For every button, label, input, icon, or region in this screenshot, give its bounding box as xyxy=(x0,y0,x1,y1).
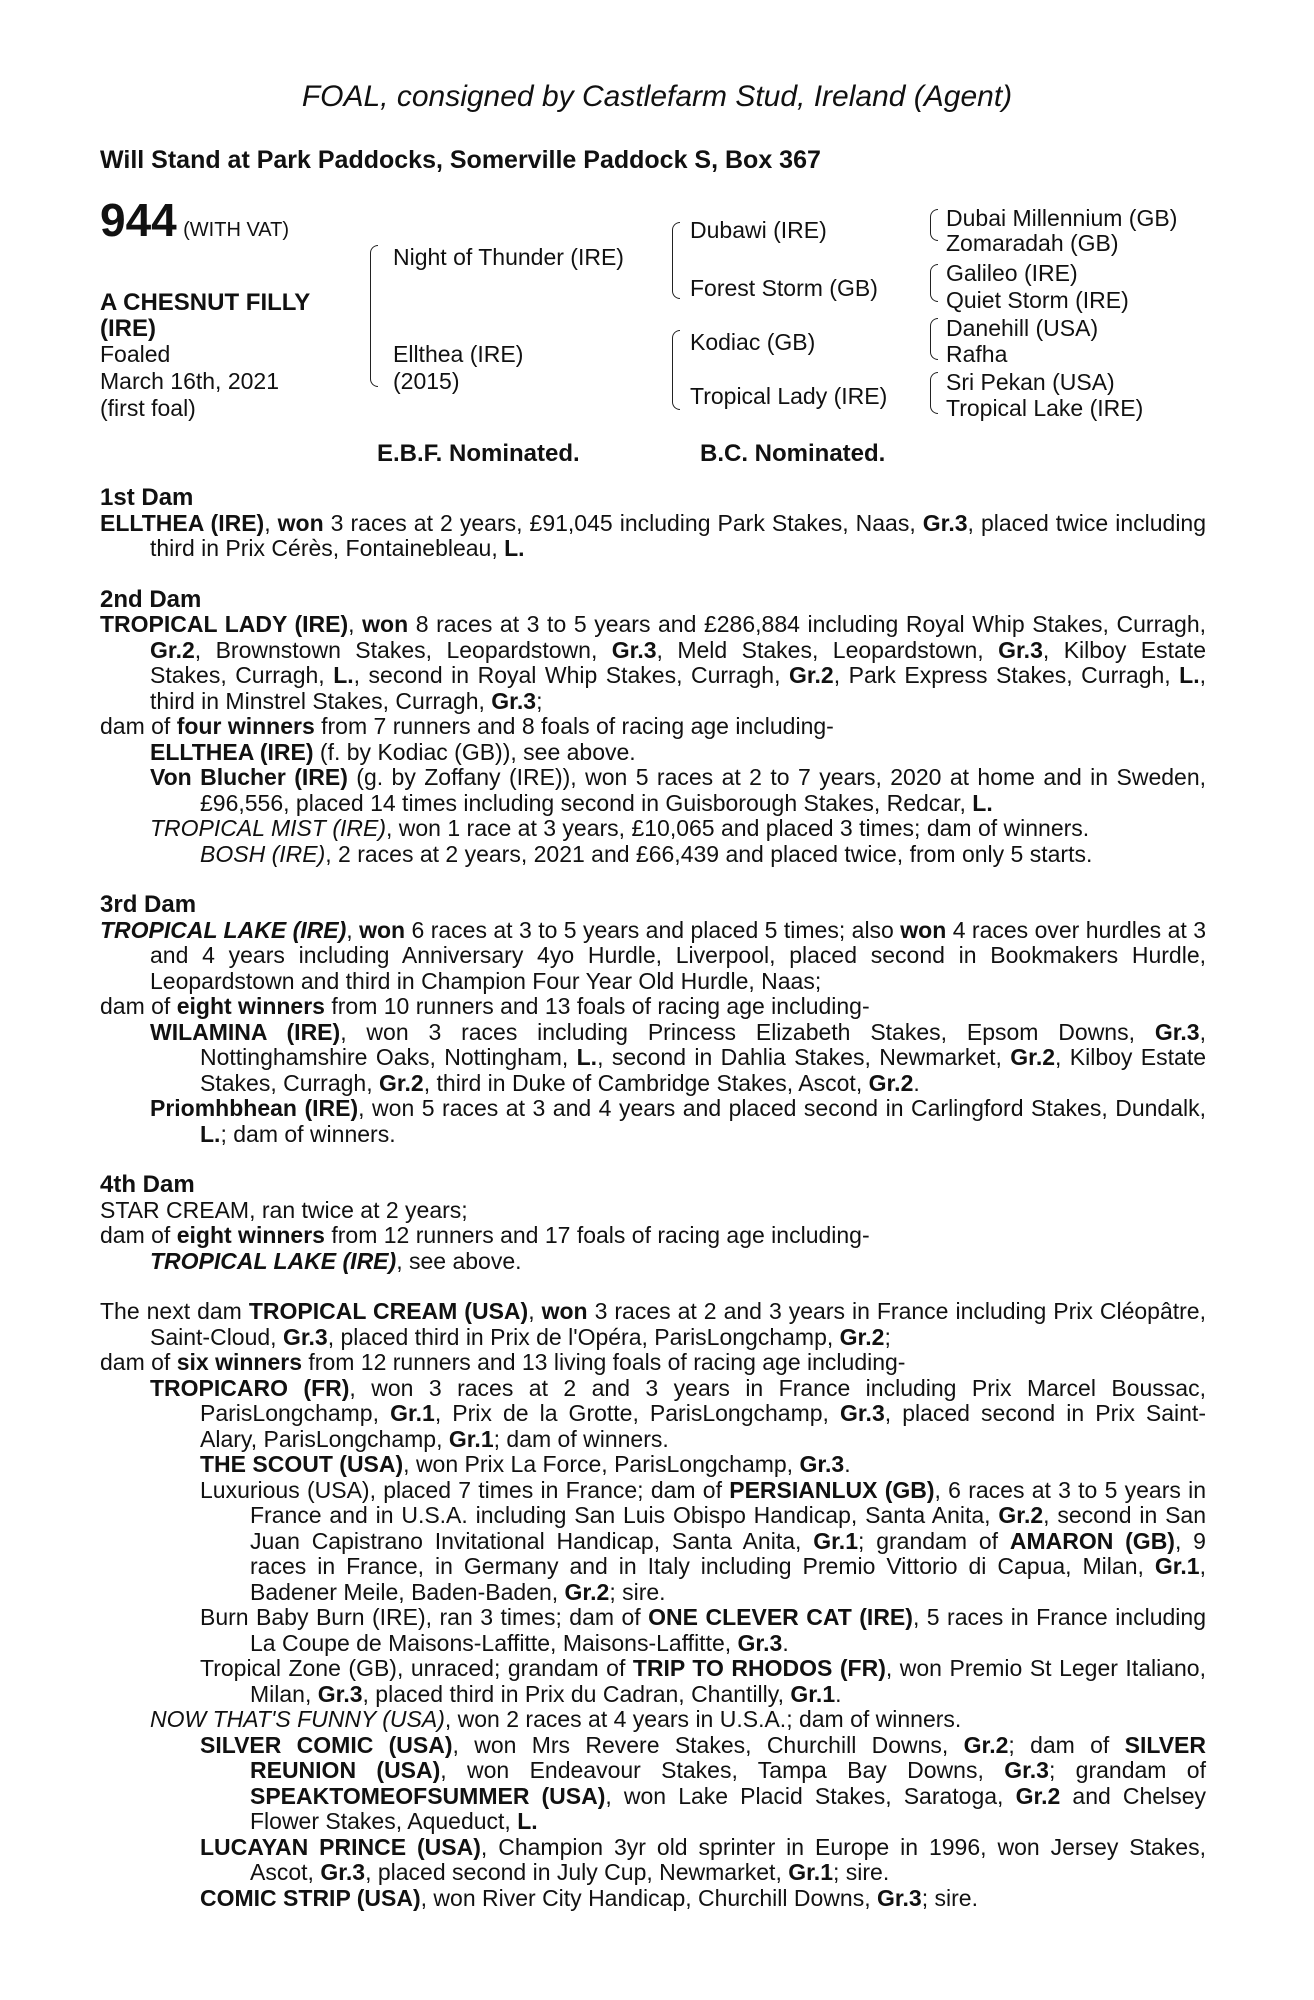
highlighted-text: TROPICAL LADY (IRE) xyxy=(100,611,349,637)
text-run: , won 3 races at 2 and 3 years in France including Prix Marcel Boussac, ParisLongchamp, xyxy=(200,1374,1206,1426)
highlighted-text: Gr.1 xyxy=(813,1527,858,1554)
produce-entry xyxy=(100,1376,1206,1453)
highlighted-text: ELLTHEA (IRE) xyxy=(100,509,265,536)
highlighted-text: Gr.3 xyxy=(1004,1757,1049,1783)
highlighted-text: L. xyxy=(1179,662,1200,688)
pedigree-brace xyxy=(672,330,680,410)
highlighted-text: L. xyxy=(576,1044,598,1070)
highlighted-text: Gr.1 xyxy=(1154,1553,1200,1579)
highlighted-text: six winners xyxy=(176,1349,302,1375)
italic-text: BOSH (IRE) xyxy=(200,840,326,867)
lot-number-line xyxy=(100,194,290,246)
text-run: 8 races at 3 to 5 years and £286,884 including Royal Whip Stakes, Curragh, xyxy=(408,611,1206,637)
highlighted-text: won xyxy=(359,916,406,943)
highlighted-text: LUCAYAN PRINCE (USA) xyxy=(200,1833,481,1860)
pedigree-dam-sire: Kodiac (GB) xyxy=(690,329,816,355)
pedigree-gg-7: Sri Pekan (USA) xyxy=(946,369,1115,395)
pedigree-sire-sire: Dubawi (IRE) xyxy=(690,217,827,243)
produce-entry xyxy=(100,1096,1206,1147)
text-run: , won Premio St Leger Italiano, Milan, xyxy=(250,1655,1206,1707)
pedigree-sire-dam: Forest Storm (GB) xyxy=(690,275,878,301)
vat-note: (WITH VAT) xyxy=(183,219,290,241)
text-run: from 7 runners and 8 foals of racing age including- xyxy=(314,713,834,739)
produce-entry xyxy=(100,1452,1206,1478)
pedigree-brace xyxy=(672,222,680,299)
highlighted-text: Gr.3 xyxy=(611,636,657,663)
highlighted-text: Gr.1 xyxy=(788,1859,833,1885)
foaled-date: March 16th, 2021 xyxy=(100,368,280,394)
text-run: , 6 races at 3 to 5 years in France and in U.S.A. including San Luis Obispo Handicap, Santa Anita, xyxy=(250,1476,1207,1528)
lot-description: A CHESNUT FILLY xyxy=(100,289,311,316)
produce-entry xyxy=(100,1835,1206,1886)
text-run: STAR CREAM, ran twice at 2 years; xyxy=(100,1196,468,1223)
pedigree-brace xyxy=(930,209,938,241)
text-run: 3 races at 2 and 3 years in France including Prix Cléopâtre, Saint-Cloud, xyxy=(150,1298,1206,1350)
pedigree-gg-5: Danehill (USA) xyxy=(946,315,1099,341)
highlighted-text: L. xyxy=(200,1120,221,1147)
highlighted-text: ONE CLEVER CAT (IRE) xyxy=(648,1604,913,1630)
highlighted-text: L. xyxy=(972,789,993,816)
text-run: The next dam xyxy=(100,1298,249,1324)
pedigree-dam: Ellthea (IRE) xyxy=(393,341,524,367)
text-run: ; dam of winners. xyxy=(493,1425,669,1452)
foal-note: (first foal) xyxy=(100,395,196,421)
produce-entry xyxy=(100,1478,1206,1606)
catalogue-heading: FOAL, consigned by Castlefarm Stud, Ireland (Agent) xyxy=(301,80,1013,113)
produce-entry xyxy=(100,1656,1206,1707)
text-run: , won 1 race at 3 years, £10,065 and placed 3 times; dam of winners. xyxy=(386,815,1090,841)
text-run: , xyxy=(346,916,360,943)
produce-entry xyxy=(100,816,1206,842)
pedigree-gg-2: Zomaradah (GB) xyxy=(946,230,1119,256)
text-run: , second in Dahlia Stakes, Newmarket, xyxy=(597,1044,1011,1070)
text-run: 4 races over hurdles at 3 and 4 years including Anniversary 4yo Hurdle, Liverpool, placed second in Bookmakers Hurdle, Leopardstown and third in Champion Four Year Old Hurdle, Naas; xyxy=(150,916,1207,994)
fourth-dam-produce-summary xyxy=(100,1223,1206,1249)
highlighted-text: Gr.1 xyxy=(390,1400,435,1426)
highlighted-text: Gr.3 xyxy=(317,1680,363,1707)
highlighted-text: TROPICAL LAKE (IRE) xyxy=(100,916,347,943)
highlighted-text: Gr.2 xyxy=(1010,1044,1056,1070)
highlighted-text: SILVER COMIC (USA) xyxy=(200,1731,453,1758)
highlighted-text: Gr.2 xyxy=(788,662,834,688)
text-run: , third in Duke of Cambridge Stakes, Ascot, xyxy=(423,1069,869,1096)
produce-entry xyxy=(100,740,1206,766)
highlighted-text: Gr.2 xyxy=(839,1323,885,1350)
next-dam-produce-summary xyxy=(100,1350,1206,1376)
second-dam-produce-summary xyxy=(100,714,1206,740)
highlighted-text: Gr.2 xyxy=(868,1069,914,1096)
next-dam-record xyxy=(100,1299,1206,1350)
highlighted-text: Von Blucher (IRE) xyxy=(150,764,348,790)
pedigree-sire: Night of Thunder (IRE) xyxy=(393,244,624,270)
highlighted-text: Gr.3 xyxy=(320,1859,366,1885)
pedigree-gg-3: Galileo (IRE) xyxy=(946,260,1078,286)
highlighted-text: SPEAKTOMEOFSUMMER (USA) xyxy=(250,1782,606,1809)
text-run: , Kilboy Estate Stakes, Curragh, xyxy=(200,1044,1206,1096)
highlighted-text: AMARON (GB) xyxy=(1009,1527,1175,1554)
pedigree-gg-1: Dubai Millennium (GB) xyxy=(946,205,1178,231)
highlighted-text: eight winners xyxy=(176,993,325,1019)
pedigree-gg-8: Tropical Lake (IRE) xyxy=(946,395,1144,421)
text-run: , Park Express Stakes, Curragh, xyxy=(833,662,1180,688)
text-run: , won Mrs Revere Stakes, Churchill Downs, xyxy=(452,1731,964,1758)
text-run: , Nottinghamshire Oaks, Nottingham, xyxy=(200,1018,1206,1070)
highlighted-text: TRIP TO RHODOS (FR) xyxy=(632,1655,886,1681)
text-run: Tropical Zone (GB), unraced; grandam of xyxy=(200,1655,633,1681)
text-run: dam of xyxy=(100,1349,177,1375)
second-dam-record xyxy=(100,612,1206,714)
text-run: Luxurious (USA), placed 7 times in France; dam of xyxy=(200,1476,730,1503)
highlighted-text: eight winners xyxy=(176,1222,325,1248)
text-run: , placed second in July Cup, Newmarket, xyxy=(365,1859,789,1885)
highlighted-text: Gr.1 xyxy=(790,1680,836,1707)
text-run: , placed third in Prix du Cadran, Chantilly, xyxy=(362,1680,791,1707)
produce-entry xyxy=(100,1605,1206,1656)
text-run: , third in Minstrel Stakes, Curragh, xyxy=(150,662,1207,714)
highlighted-text: won xyxy=(900,916,947,943)
text-run: from 12 runners and 17 foals of racing age including- xyxy=(324,1222,870,1248)
text-run: ; sire. xyxy=(921,1884,978,1911)
highlighted-text: L. xyxy=(504,535,525,561)
text-run: and Chelsey Flower Stakes, Aqueduct, xyxy=(250,1782,1206,1834)
text-run: , placed second in Prix Saint-Alary, ParisLongchamp, xyxy=(200,1400,1206,1452)
text-run: 3 races at 2 years, £91,045 including Park Stakes, Naas, xyxy=(323,509,923,536)
text-run: (f. by Kodiac (GB)), see above. xyxy=(313,738,636,765)
highlighted-text: Gr.3 xyxy=(282,1323,328,1350)
text-run: from 10 runners and 13 foals of racing age including- xyxy=(324,993,870,1019)
lot-number: 944 xyxy=(100,194,177,246)
text-run: , won 3 races including Princess Elizabeth Stakes, Epsom Downs, xyxy=(340,1018,1155,1045)
lot-description-origin: (IRE) xyxy=(100,315,156,342)
text-run: ; dam of winners. xyxy=(220,1120,396,1147)
third-dam-record xyxy=(100,918,1206,995)
pedigree-brace xyxy=(930,318,938,360)
highlighted-text: L. xyxy=(517,1808,538,1834)
highlighted-text: Gr.2 xyxy=(963,1731,1009,1758)
highlighted-text: Gr.3 xyxy=(922,509,968,536)
first-dam-record xyxy=(100,511,1206,562)
highlighted-text: COMIC STRIP (USA) xyxy=(200,1884,421,1911)
text-run: ; dam of xyxy=(1008,1731,1125,1758)
text-run: , xyxy=(348,611,363,637)
text-run: , won 5 races at 3 and 4 years and placed second in Carlingford Stakes, Dundalk, xyxy=(358,1095,1207,1121)
produce-entry xyxy=(100,1249,1206,1275)
text-run: . xyxy=(913,1069,920,1096)
text-run: dam of xyxy=(100,1222,177,1248)
highlighted-text: ELLTHEA (IRE) xyxy=(150,738,314,765)
text-run: . xyxy=(782,1629,789,1656)
pedigree-gg-6: Rafha xyxy=(946,341,1008,367)
pedigree-dam-year: (2015) xyxy=(393,368,460,394)
bc-nomination: B.C. Nominated. xyxy=(700,440,886,467)
highlighted-text: Gr.1 xyxy=(448,1425,494,1452)
highlighted-text: Gr.3 xyxy=(998,636,1043,663)
text-run: , Prix de la Grotte, ParisLongchamp, xyxy=(434,1400,840,1426)
highlighted-text: Gr.3 xyxy=(839,1400,885,1426)
text-run: ; grandam of xyxy=(1048,1757,1206,1783)
produce-entry xyxy=(100,1020,1206,1097)
text-run: , 9 races in France, in Germany and in Italy including Premio Vittorio di Capua, Milan, xyxy=(250,1527,1206,1579)
text-run: , placed twice including third in Prix Cérès, Fontainebleau, xyxy=(150,509,1207,561)
ebf-nomination: E.B.F. Nominated. xyxy=(377,440,580,467)
highlighted-text: Gr.2 xyxy=(564,1578,610,1605)
text-run: dam of xyxy=(100,993,177,1019)
highlighted-text: Gr.2 xyxy=(150,636,195,663)
highlighted-text: SILVER REUNION (USA) xyxy=(250,1731,1207,1783)
text-run: , xyxy=(528,1298,542,1324)
text-run: dam of xyxy=(100,713,177,739)
third-dam-produce-summary xyxy=(100,994,1206,1020)
highlighted-text: four winners xyxy=(176,713,315,739)
text-run: , won Endeavour Stakes, Tampa Bay Downs, xyxy=(440,1757,1005,1783)
highlighted-text: Priomhbhean (IRE) xyxy=(150,1095,359,1121)
text-run: , won Lake Placid Stakes, Saratoga, xyxy=(605,1782,1016,1809)
produce-entry xyxy=(100,1886,1206,1912)
catalogue-page-body xyxy=(100,485,1206,1911)
text-run: (g. by Zoffany (IRE)), won 5 races at 2 to 7 years, 2020 at home and in Sweden, £96,556, placed 14 times including second in Guisborough Stakes, Redcar, xyxy=(200,764,1207,816)
text-run: , Champion 3yr old sprinter in Europe in 1996, won Jersey Stakes, Ascot, xyxy=(250,1833,1206,1885)
pedigree-dam-dam: Tropical Lady (IRE) xyxy=(690,383,888,409)
text-run: ; grandam of xyxy=(858,1527,1010,1554)
text-run: . xyxy=(835,1680,842,1707)
highlighted-text: Gr.2 xyxy=(378,1069,424,1096)
foaled-label: Foaled xyxy=(100,341,171,367)
second-dam-heading: 2nd Dam xyxy=(100,585,202,613)
produce-entry xyxy=(100,1733,1206,1835)
text-run: , xyxy=(264,509,278,536)
pedigree-brace xyxy=(930,372,938,414)
highlighted-text: PERSIANLUX (GB) xyxy=(729,1476,935,1503)
first-dam-heading: 1st Dam xyxy=(100,484,194,511)
produce-entry xyxy=(100,765,1206,816)
text-run: ; sire. xyxy=(833,1859,890,1885)
highlighted-text: TROPICAL LAKE (IRE) xyxy=(150,1247,397,1274)
italic-text: NOW THAT'S FUNNY (USA) xyxy=(150,1706,445,1732)
fourth-dam-record xyxy=(100,1198,1206,1224)
highlighted-text: Gr.3 xyxy=(1154,1018,1200,1045)
text-run: , second in San Juan Capistrano Invitational Handicap, Santa Anita, xyxy=(250,1502,1206,1554)
text-run: , Badener Meile, Baden-Baden, xyxy=(250,1553,1206,1605)
text-run: , 5 races in France including La Coupe de Maisons-Laffitte, Maisons-Laffitte, xyxy=(250,1604,1206,1656)
pedigree-gg-4: Quiet Storm (IRE) xyxy=(946,287,1129,313)
text-run: Burn Baby Burn (IRE), ran 3 times; dam of xyxy=(200,1604,649,1630)
text-run: . xyxy=(844,1451,851,1477)
text-run: , see above. xyxy=(396,1247,522,1274)
highlighted-text: won xyxy=(541,1298,588,1324)
fourth-dam-heading: 4th Dam xyxy=(100,1171,195,1198)
highlighted-text: TROPICARO (FR) xyxy=(150,1374,350,1401)
highlighted-text: won xyxy=(362,611,409,637)
highlighted-text: THE SCOUT (USA) xyxy=(200,1451,404,1477)
pedigree-brace xyxy=(370,245,378,387)
produce-entry xyxy=(100,1707,1206,1733)
text-run: , second in Royal Whip Stakes, Curragh, xyxy=(353,662,789,688)
highlighted-text: L. xyxy=(333,662,354,688)
text-run: , Brownstown Stakes, Leopardstown, xyxy=(194,636,612,663)
italic-text: TROPICAL MIST (IRE) xyxy=(150,815,386,841)
highlighted-text: Gr.3 xyxy=(799,1451,845,1477)
text-run: , Kilboy Estate Stakes, Curragh, xyxy=(150,636,1206,688)
highlighted-text: Gr.2 xyxy=(998,1502,1044,1528)
text-run: , 2 races at 2 years, 2021 and £66,439 and placed twice, from only 5 starts. xyxy=(325,840,1093,867)
pedigree-brace xyxy=(930,264,938,302)
text-run: , Meld Stakes, Leopardstown, xyxy=(656,636,999,663)
produce-entry xyxy=(100,842,1206,868)
text-run: ; xyxy=(536,687,543,714)
stand-location: Will Stand at Park Paddocks, Somerville Paddock S, Box 367 xyxy=(100,146,821,174)
text-run: ; xyxy=(884,1323,891,1350)
highlighted-text: won xyxy=(277,509,324,536)
text-run: , won Prix La Force, ParisLongchamp, xyxy=(403,1451,800,1477)
text-run: , placed third in Prix de l'Opéra, ParisLongchamp, xyxy=(327,1323,840,1350)
highlighted-text: Gr.3 xyxy=(876,1884,922,1911)
text-run: ; sire. xyxy=(609,1578,666,1605)
highlighted-text: Gr.3 xyxy=(491,687,537,714)
text-run: , won River City Handicap, Churchill Downs, xyxy=(420,1884,877,1911)
text-run: , won 2 races at 4 years in U.S.A.; dam of winners. xyxy=(444,1706,962,1732)
highlighted-text: WILAMINA (IRE) xyxy=(150,1018,341,1045)
highlighted-text: Gr.3 xyxy=(737,1629,783,1656)
text-run: 6 races at 3 to 5 years and placed 5 times; also xyxy=(405,916,901,943)
highlighted-text: TROPICAL CREAM (USA) xyxy=(248,1298,529,1324)
text-run: from 12 runners and 13 living foals of racing age including- xyxy=(302,1349,906,1375)
highlighted-text: Gr.2 xyxy=(1015,1782,1061,1809)
third-dam-heading: 3rd Dam xyxy=(100,891,197,918)
